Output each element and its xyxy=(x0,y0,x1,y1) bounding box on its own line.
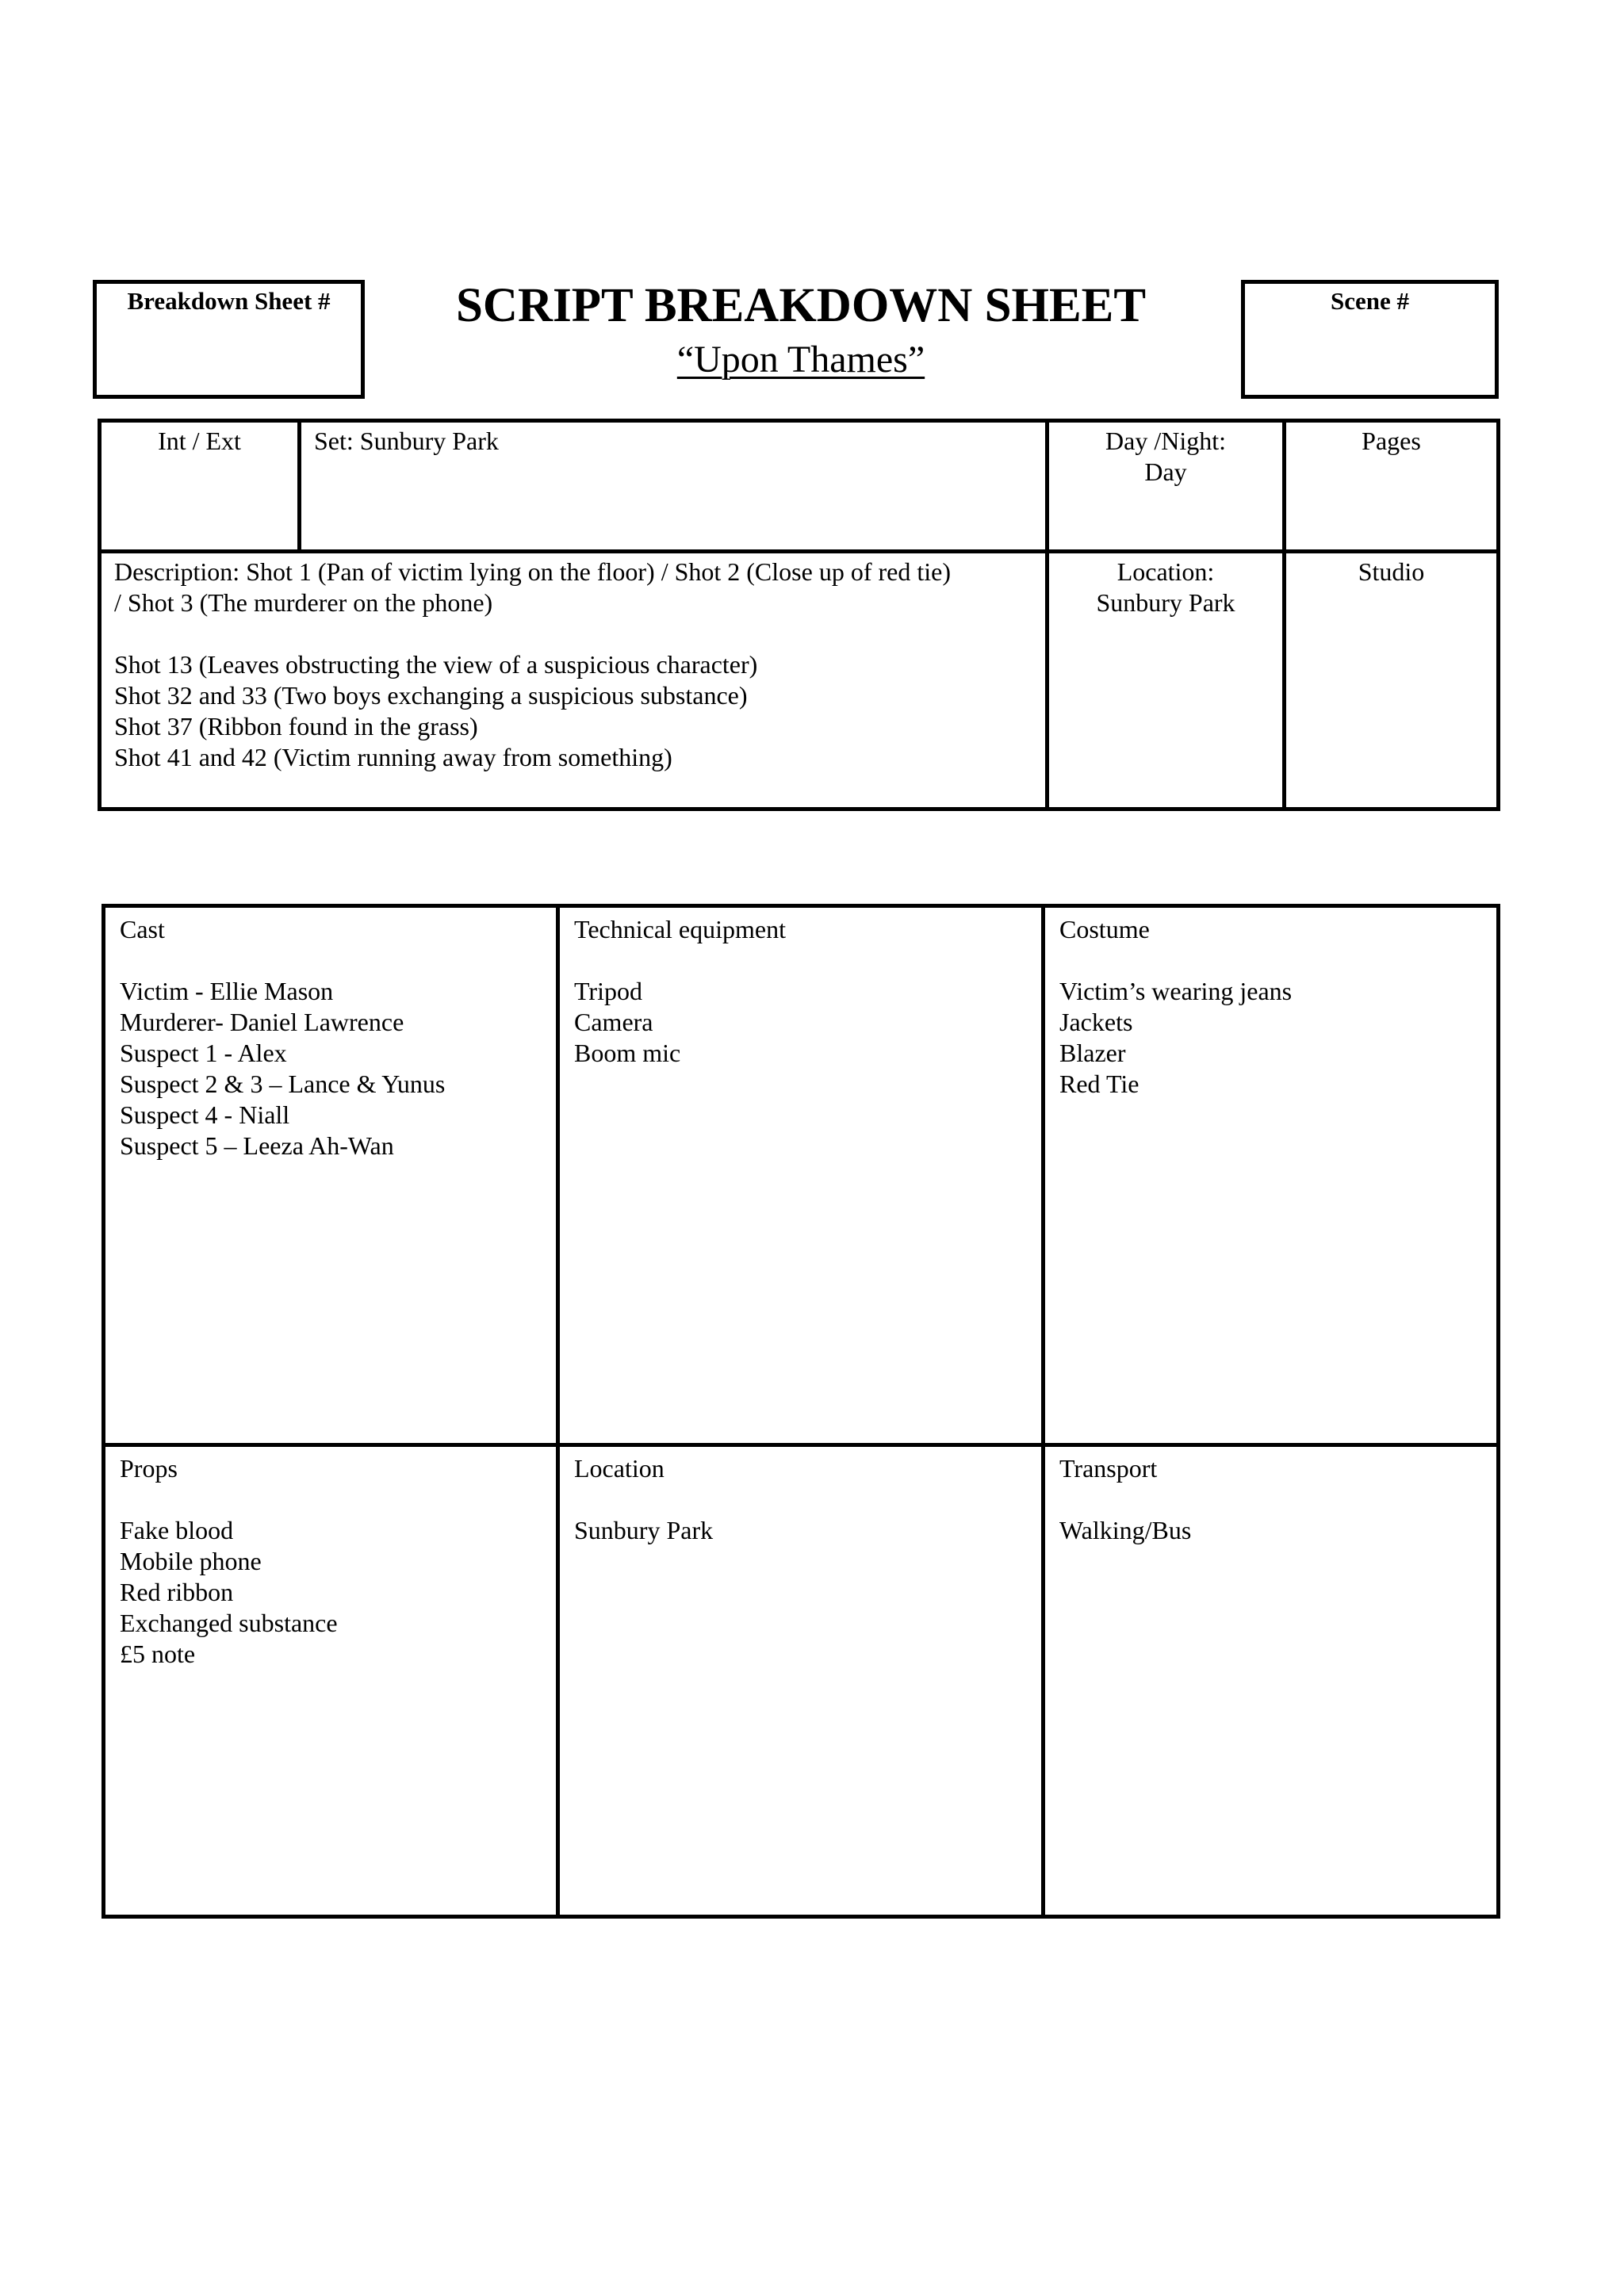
scene-box xyxy=(1241,280,1499,399)
set-label: Set: Sunbury Park xyxy=(314,427,499,455)
int-ext-label: Int / Ext xyxy=(158,427,241,455)
spacer xyxy=(574,945,1027,976)
props-item: Fake blood xyxy=(120,1516,234,1544)
shot-line: Shot 37 (Ribbon found in the grass) xyxy=(114,712,478,740)
technical-heading: Technical equipment xyxy=(574,915,786,943)
cast-item: Suspect 2 & 3 – Lance & Yunus xyxy=(120,1070,446,1098)
page-subtitle xyxy=(373,336,1229,384)
pages-cell xyxy=(1285,421,1499,552)
costume-heading: Costume xyxy=(1059,915,1150,943)
spacer xyxy=(1059,1484,1482,1515)
props-item: Mobile phone xyxy=(120,1547,262,1575)
cast-item: Suspect 5 – Leeza Ah-Wan xyxy=(120,1131,394,1160)
spacer xyxy=(1059,945,1482,976)
int-ext-cell xyxy=(100,421,300,552)
studio-cell xyxy=(1285,552,1499,809)
location-breakdown-cell xyxy=(558,1445,1044,1917)
props-item: Exchanged substance xyxy=(120,1609,338,1637)
studio-label: Studio xyxy=(1358,557,1425,586)
costume-item: Red Tie xyxy=(1059,1070,1139,1098)
transport-heading: Transport xyxy=(1059,1454,1158,1483)
location-label: Location: xyxy=(1116,557,1215,586)
cast-cell xyxy=(104,906,558,1445)
description-line: Description: Shot 1 (Pan of victim lying on the floor) / Shot 2 (Close up of red tie) xyxy=(114,557,951,586)
shot-line: Shot 32 and 33 (Two boys exchanging a suspicious substance) xyxy=(114,681,748,710)
breakdown-table xyxy=(102,904,1500,1919)
transport-item: Walking/Bus xyxy=(1059,1516,1192,1544)
cast-item: Victim - Ellie Mason xyxy=(120,977,334,1005)
spacer xyxy=(574,1484,1027,1515)
cast-item: Suspect 1 - Alex xyxy=(120,1039,287,1067)
scene-label: Scene # xyxy=(1330,287,1409,315)
shot-line: Shot 41 and 42 (Victim running away from something) xyxy=(114,743,672,771)
description-cell xyxy=(100,552,1048,809)
cast-item: Murderer- Daniel Lawrence xyxy=(120,1008,404,1036)
set-cell xyxy=(300,421,1048,552)
costume-cell xyxy=(1044,906,1499,1445)
cast-heading: Cast xyxy=(120,915,165,943)
props-item: Red ribbon xyxy=(120,1578,234,1606)
location-cell xyxy=(1048,552,1285,809)
page-title: SCRIPT BREAKDOWN SHEET xyxy=(455,279,1147,332)
technical-item: Boom mic xyxy=(574,1039,681,1067)
costume-item: Jackets xyxy=(1059,1008,1133,1036)
subtitle-text: “Upon Thames” xyxy=(676,339,925,381)
day-night-value: Day xyxy=(1144,457,1187,486)
location-item: Sunbury Park xyxy=(574,1516,714,1544)
description-line: / Shot 3 (The murderer on the phone) xyxy=(114,588,493,617)
breakdown-sheet-box xyxy=(93,280,365,399)
day-night-label: Day /Night: xyxy=(1105,427,1226,455)
costume-item: Blazer xyxy=(1059,1039,1126,1067)
transport-cell xyxy=(1044,1445,1499,1917)
breakdown-sheet-label: Breakdown Sheet # xyxy=(127,287,331,315)
technical-item: Camera xyxy=(574,1008,653,1036)
cast-item: Suspect 4 - Niall xyxy=(120,1100,290,1129)
pages-label: Pages xyxy=(1362,427,1421,455)
props-item: £5 note xyxy=(120,1640,196,1668)
technical-item: Tripod xyxy=(574,977,642,1005)
shot-line: Shot 13 (Leaves obstructing the view of a suspicious character) xyxy=(114,650,758,679)
props-cell xyxy=(104,1445,558,1917)
technical-equipment-cell xyxy=(558,906,1044,1445)
location-heading: Location xyxy=(574,1454,665,1483)
costume-item: Victim’s wearing jeans xyxy=(1059,977,1293,1005)
location-value: Sunbury Park xyxy=(1096,588,1235,617)
props-heading: Props xyxy=(120,1454,178,1483)
day-night-cell xyxy=(1048,421,1285,552)
scene-info-table xyxy=(98,419,1500,811)
spacer xyxy=(114,618,1032,649)
spacer xyxy=(120,945,542,976)
spacer xyxy=(120,1484,542,1515)
